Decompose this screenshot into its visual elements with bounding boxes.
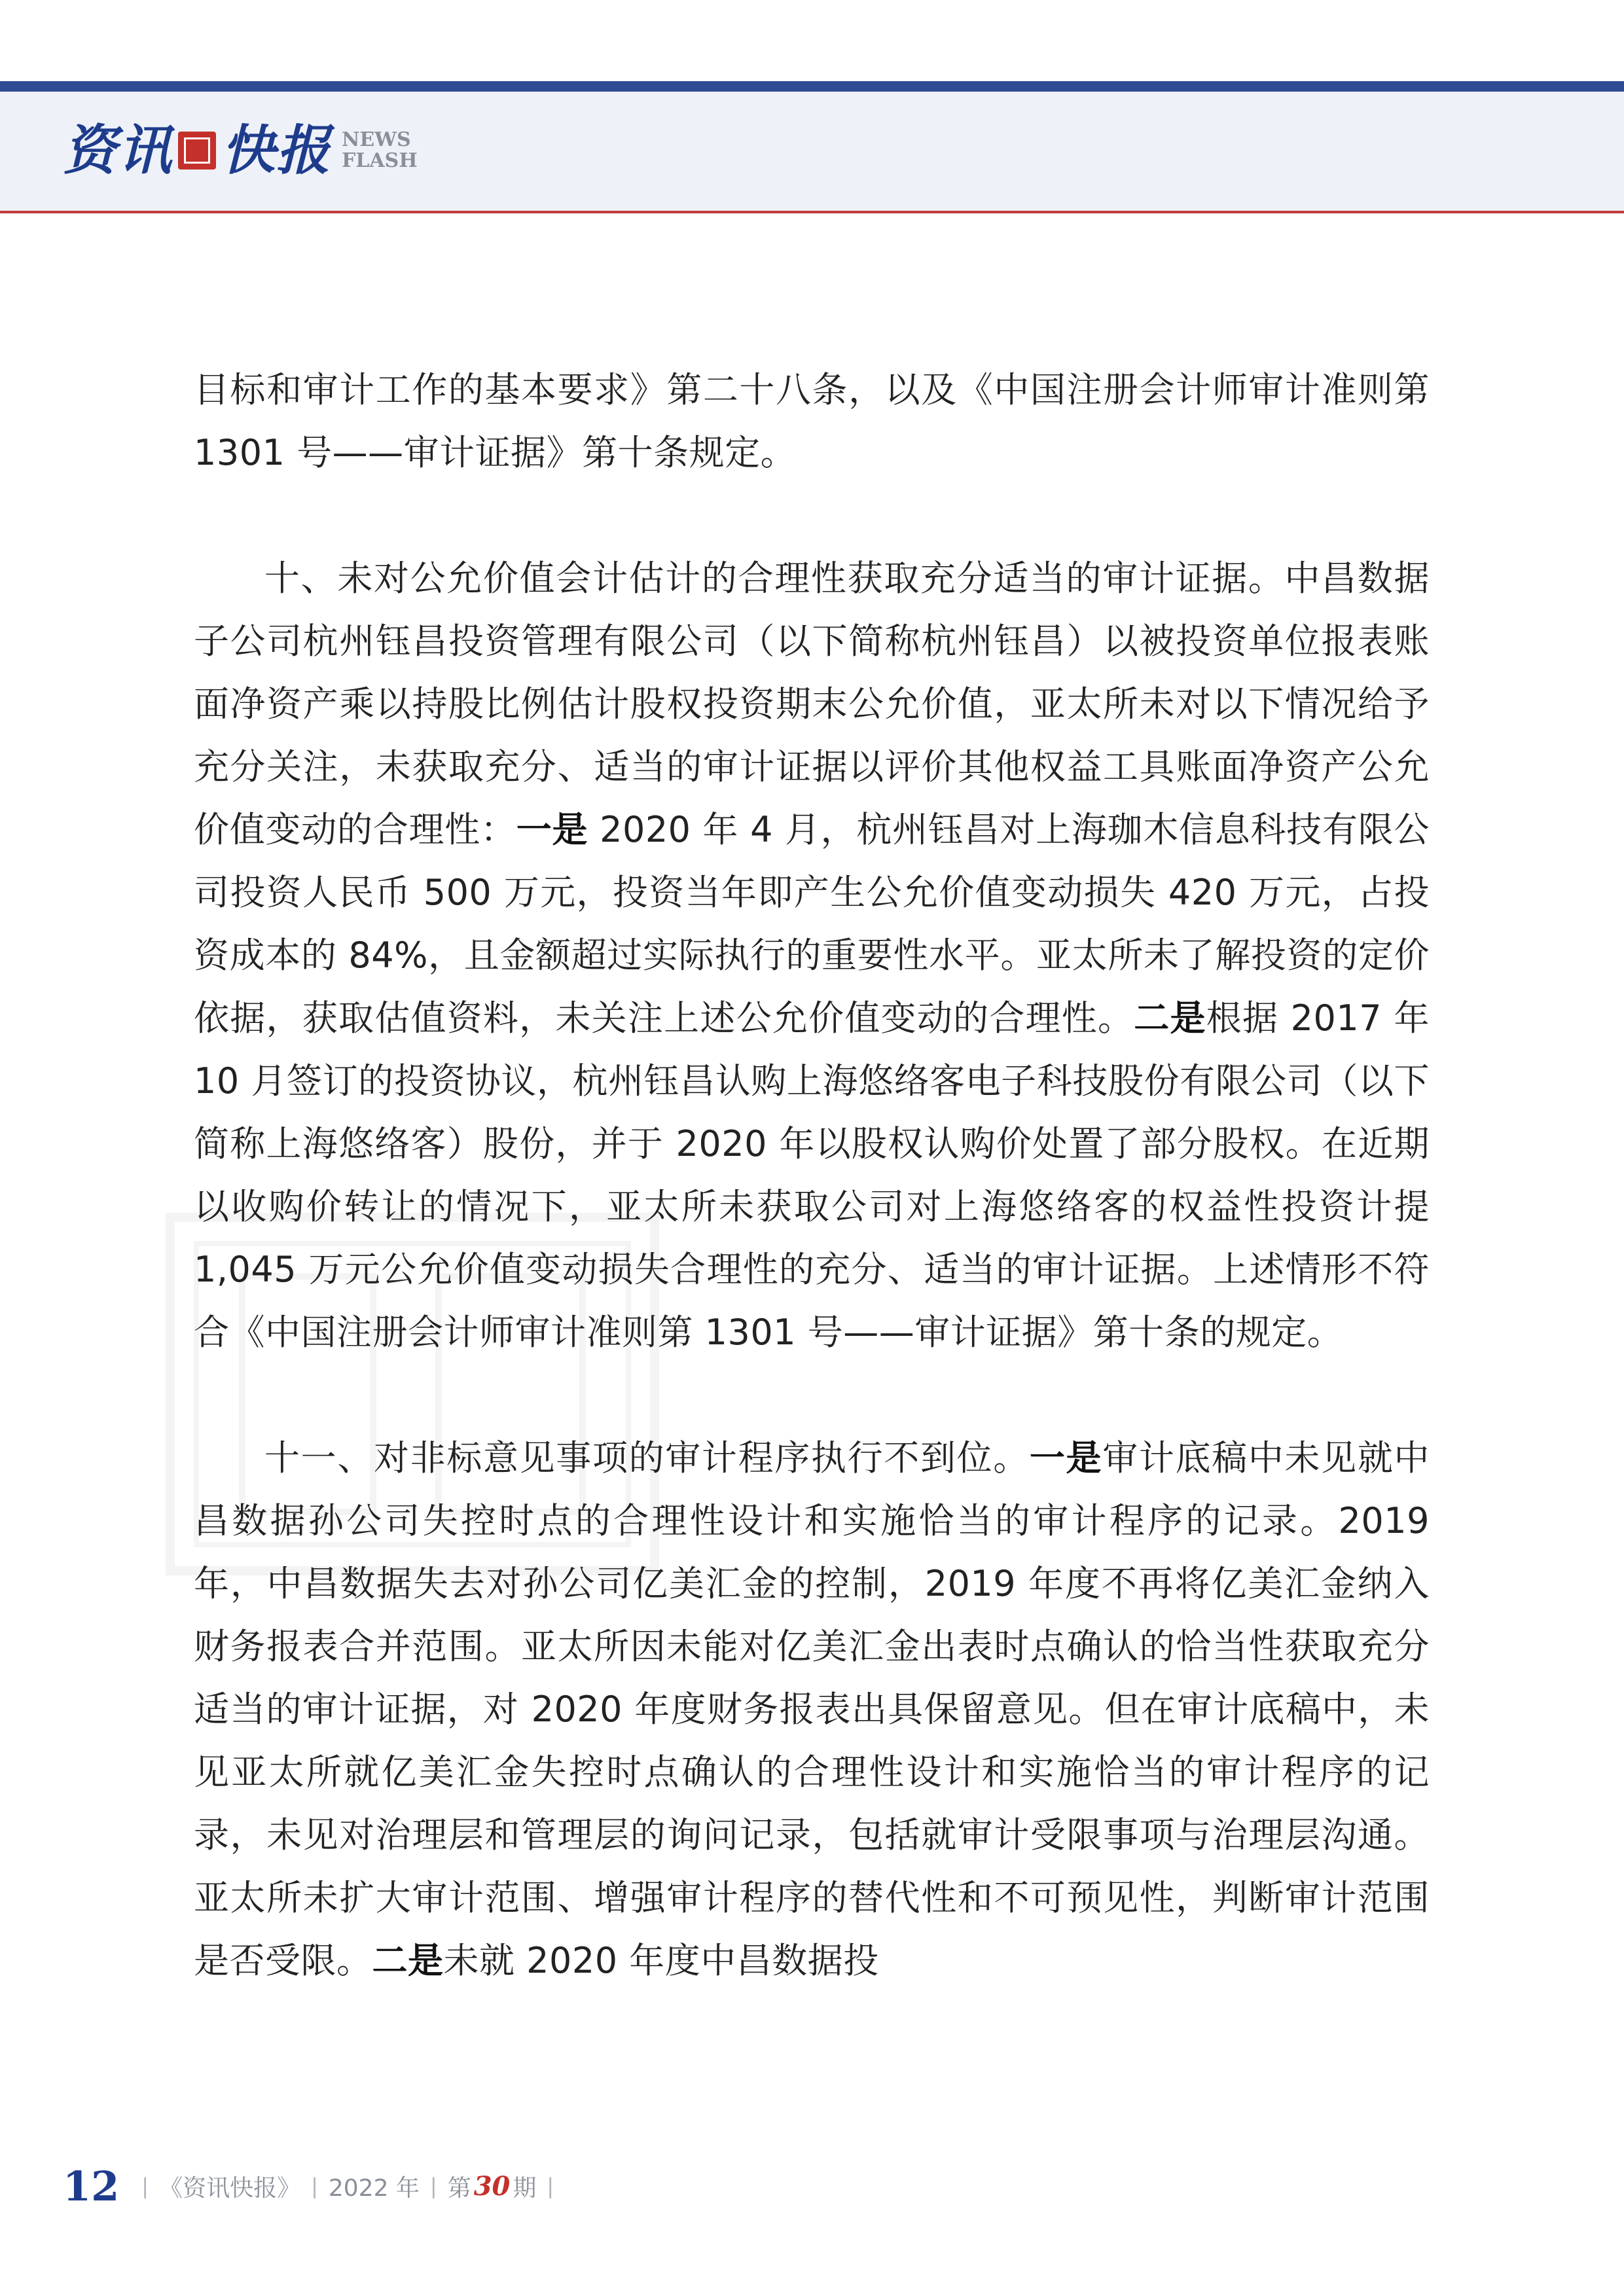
footer-separator: |	[429, 2174, 437, 2198]
page-number: 12	[63, 2162, 120, 2210]
footer-separator: |	[141, 2174, 149, 2198]
item-11-text-a: 十一、对非标意见事项的审计程序执行不到位。	[264, 1437, 1030, 1479]
publication-logo	[63, 111, 418, 190]
seal-icon	[178, 132, 216, 170]
header-top-bar	[0, 81, 1624, 92]
logo-en-line1: NEWS	[342, 128, 411, 151]
paragraph-continuation: 目标和审计工作的基本要求》第二十八条，以及《中国注册会计师审计准则第 1301 号——审计证据》第十条规定。	[194, 369, 1430, 473]
footer-separator: |	[547, 2174, 554, 2198]
footer-issue-suffix: 期	[513, 2174, 537, 2202]
item-10-text-a: 十、未对公允价值会计估计的合理性获取充分适当的审计证据。中昌数据子公司杭州钰昌投资管理有限公司（以下简称杭州钰昌）以被投资单位报表账面净资产乘以持股比例估计股权投资期末公允价值，亚太所未对以下情况给予充分关注，未获取充分、适当的审计证据以评价其他权益工具账面净资产公允价值变动的合理性：	[194, 558, 1430, 850]
item-10-text-c: 根据 2017 年 10 月签订的投资协议，杭州钰昌认购上海悠络客电子科技股份有限公司（以下简称上海悠络客）股份，并于 2020 年以股权认购价处置了部分股权。在近期以收购价转让的情况下，亚太所未获取公司对上海悠络客的权益性投资计提 1,045 万元公允价值变动损失合理性的充分、适当的审计证据。上述情形不符合《中国注册会计师审计准则第 1301 号——审计证据》第十条的规定。	[194, 997, 1430, 1353]
item-11-text-c: 未就 2020 年度中昌数据投	[443, 1940, 879, 1981]
item-10-point-1-label: 一是	[516, 809, 588, 850]
page-header	[0, 0, 1624, 216]
logo-english	[342, 130, 418, 171]
item-10-text-b: 2020 年 4 月，杭州钰昌对上海珈木信息科技有限公司投资人民币 500 万元，投资当年即产生公允价值变动损失 420 万元，占投资成本的 84%，且金额超过实际执行的重要性水平。亚太所未了解投资的定价依据，获取估值资料，未关注上述公允价值变动的合理性。	[194, 809, 1430, 1039]
header-red-rule	[0, 211, 1624, 213]
logo-en-line2: FLASH	[342, 149, 418, 172]
footer-issue-prefix: 第	[447, 2174, 471, 2202]
item-11-point-1-label: 一是	[1029, 1437, 1103, 1479]
footer-issue-number: 30	[473, 2170, 511, 2202]
footer-separator: |	[311, 2174, 318, 2198]
item-11-text-b: 审计底稿中未见就中昌数据孙公司失控时点的合理性设计和实施恰当的审计程序的记录。2019 年，中昌数据失去对孙公司亿美汇金的控制，2019 年度不再将亿美汇金纳入财务报表合并范围。亚太所因未能对亿美汇金出表时点确认的恰当性获取充分适当的审计证据，对 2020 年度财务报表出具保留意见。但在审计底稿中，未见亚太所就亿美汇金失控时点确认的合理性设计和实施恰当的审计程序的记录，未见对治理层和管理层的询问记录，包括就审计受限事项与治理层沟通。亚太所未扩大审计范围、增强审计程序的替代性和不可预见性，判断审计范围是否受限。	[194, 1437, 1430, 1981]
paragraph-item-11	[194, 1427, 1430, 1992]
footer-year: 2022 年	[328, 2174, 420, 2202]
logo-text-part1: 资讯	[63, 119, 173, 182]
item-10-point-2-label: 二是	[1134, 997, 1206, 1039]
article-body	[194, 359, 1430, 1992]
page-footer	[63, 2160, 564, 2212]
item-11-point-2-label: 二是	[372, 1940, 444, 1981]
logo-text-part2: 快报	[221, 119, 331, 182]
footer-publication: 《资讯快报》	[159, 2174, 301, 2202]
paragraph-item-10	[194, 547, 1430, 1364]
